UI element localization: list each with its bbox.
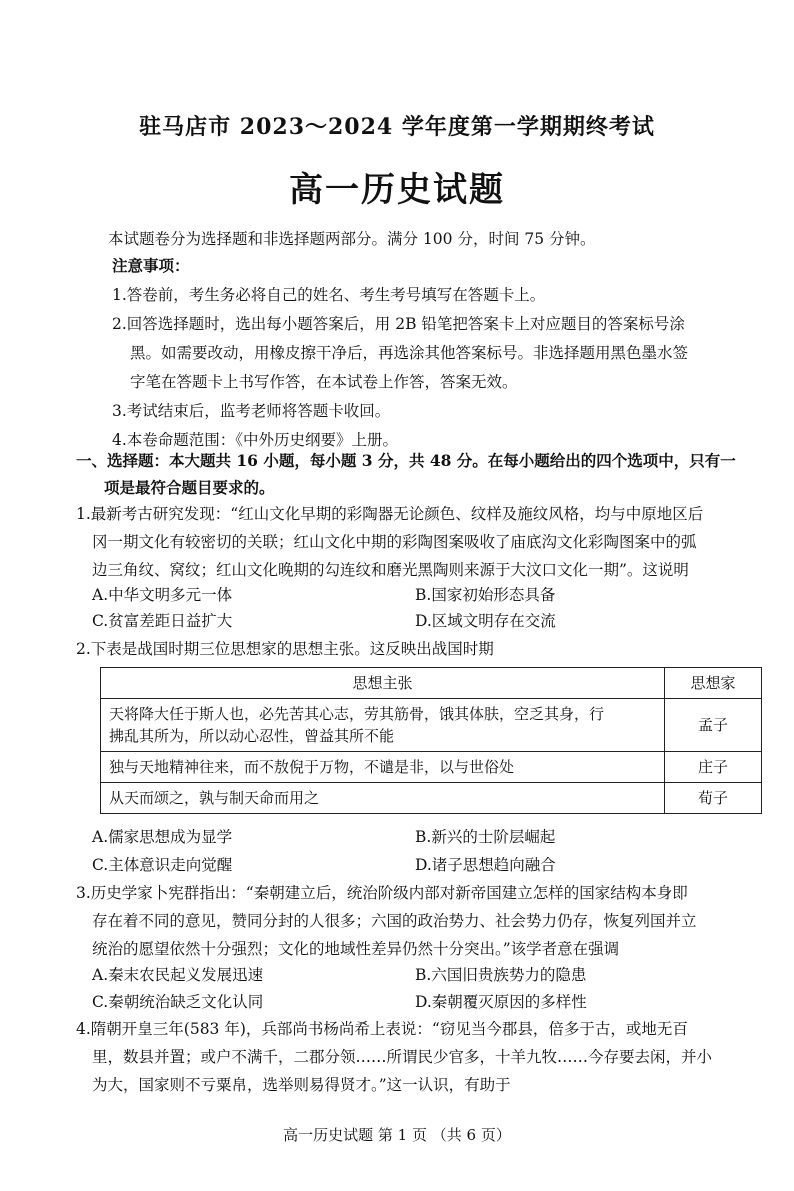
- idea-line: 拂乱其所为，所以动心忍性，曾益其所不能: [109, 727, 395, 745]
- table-row: [101, 699, 762, 752]
- subject-title: 高一历史试题: [289, 170, 505, 210]
- question-3-stem: 3.历史学家卜宪群指出：“秦朝建立后，统治阶级内部对新帝国建立怎样的国家结构本身即: [76, 884, 688, 902]
- question-3-option-d[interactable]: D.秦朝覆灭原因的多样性: [415, 993, 587, 1011]
- question-1-option-c[interactable]: C.贫富差距日益扩大: [92, 612, 233, 630]
- question-1-option-b[interactable]: B.国家初始形态具备: [415, 586, 556, 604]
- notice-item-cont: 字笔在答题卡上书写作答，在本试卷上作答，答案无效。: [130, 373, 518, 391]
- table-cell-idea: 从天而颂之，孰与制天命而用之: [101, 783, 665, 814]
- thinkers-table: [100, 667, 762, 814]
- question-2-option-a[interactable]: A.儒家思想成为显学: [92, 828, 233, 846]
- table-cell-idea: [101, 699, 665, 752]
- table-header-row: [101, 668, 762, 699]
- question-2-option-b[interactable]: B.新兴的士阶层崛起: [415, 828, 556, 846]
- table-row: [101, 752, 762, 783]
- question-2-stem: 2.下表是战国时期三位思想家的思想主张。这反映出战国时期: [76, 640, 494, 658]
- question-3-option-c[interactable]: C.秦朝统治缺乏文化认同: [92, 993, 264, 1011]
- question-4-stem: 为大，国家则不亏粟帛，选举则易得贤才。”这一认识，有助于: [92, 1076, 511, 1094]
- question-2-option-c[interactable]: C.主体意识走向觉醒: [92, 856, 233, 874]
- question-1-stem: 1.最新考古研究发现：“红山文化早期的彩陶器无论颜色、纹样及施纹风格，均与中原地区后: [76, 505, 704, 523]
- question-4-stem: 4.隋朝开皇三年(583 年)，兵部尚书杨尚希上表说：“窃见当今郡县，倍多于古，或地无百: [76, 1020, 688, 1038]
- table-cell-idea: 独与天地精神往来，而不敖倪于万物，不谴是非，以与世俗处: [101, 752, 665, 783]
- question-3-option-b[interactable]: B.六国旧贵族势力的隐患: [415, 966, 587, 984]
- table-cell-thinker: 荀子: [665, 783, 762, 814]
- question-1-stem: 边三角纹、窝纹；红山文化晚期的勾连纹和磨光黑陶则来源于大汶口文化一期”。这说明: [92, 561, 689, 579]
- question-3-option-a[interactable]: A.秦末农民起义发展迅速: [92, 966, 264, 984]
- question-4-stem: 里，数县并置；或户不满千，二郡分领……所谓民少官多，十羊九牧……今存要去闲，并小: [92, 1048, 713, 1066]
- table-row: [101, 783, 762, 814]
- question-1-stem: 冈一期文化有较密切的关联；红山文化中期的彩陶图案吸收了庙底沟文化彩陶图案中的弧: [92, 533, 697, 551]
- question-2-option-d[interactable]: D.诸子思想趋向融合: [415, 856, 556, 874]
- notice-item: 1.答卷前，考生务必将自己的姓名、考生考号填写在答题卡上。: [112, 286, 546, 304]
- section-heading: 一、选择题：本大题共 16 小题，每小题 3 分，共 48 分。在每小题给出的四个选项中，只有一: [76, 451, 736, 470]
- question-1-option-a[interactable]: A.中华文明多元一体: [92, 586, 233, 604]
- section-heading-cont: 项是最符合题目要求的。: [104, 478, 275, 497]
- notice-item-cont: 黑。如需要改动，用橡皮擦干净后，再选涂其他答案标号。非选择题用黑色墨水签: [130, 344, 689, 362]
- table-cell-thinker: 庄子: [665, 752, 762, 783]
- notice-item: 4.本卷命题范围：《中外历史纲要》上册。: [112, 431, 399, 449]
- notice-item: 3.考试结束后，监考老师将答题卡收回。: [112, 402, 391, 420]
- notice-item: 2.回答选择题时，选出每小题答案后，用 2B 铅笔把答案卡上对应题目的答案标号涂: [112, 315, 685, 333]
- notice-heading: 注意事项：: [112, 256, 190, 275]
- table-header-idea: 思想主张: [101, 668, 665, 699]
- exam-intro: 本试题卷分为选择题和非选择题两部分。满分 100 分，时间 75 分钟。: [108, 230, 596, 248]
- page-footer: 高一历史试题 第 1 页 （共 6 页）: [283, 1126, 511, 1144]
- table-header-thinker: 思想家: [665, 668, 762, 699]
- table-cell-thinker: 孟子: [665, 699, 762, 752]
- exam-title: 驻马店市 2023～2024 学年度第一学期期终考试: [139, 114, 655, 140]
- idea-line: 天将降大任于斯人也，必先苦其心志，劳其筋骨，饿其体肤，空乏其身，行: [109, 705, 605, 723]
- question-3-stem: 存在着不同的意见，赞同分封的人很多；六国的政治势力、社会势力仍存，恢复列国并立: [92, 912, 697, 930]
- question-3-stem: 统治的愿望依然十分强烈；文化的地域性差异仍然十分突出。”该学者意在强调: [92, 940, 620, 958]
- question-1-option-d[interactable]: D.区域文明存在交流: [415, 612, 556, 630]
